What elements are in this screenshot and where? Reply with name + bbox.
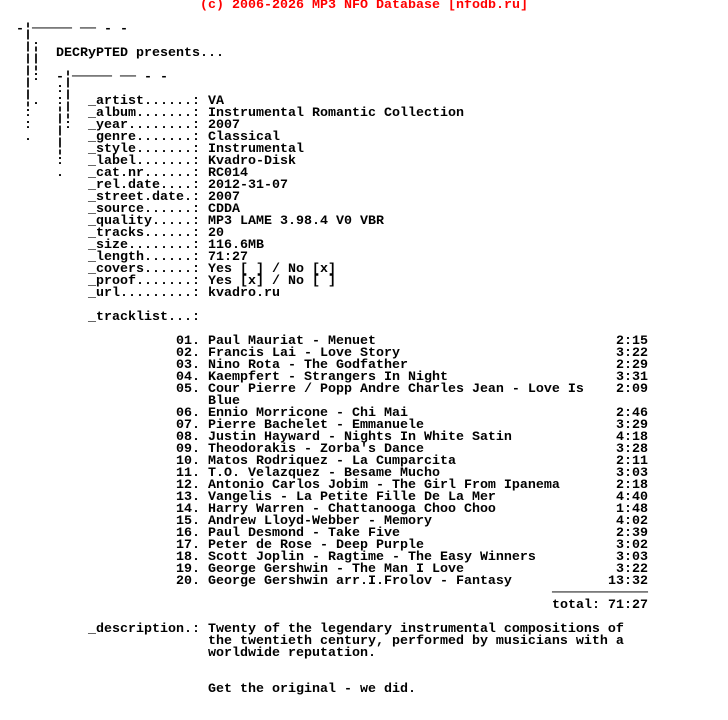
track-title: Paul Desmond - Take Five xyxy=(208,526,400,541)
track-title: Paul Mauriat - Menuet xyxy=(208,334,376,349)
track-duration: 3:28 xyxy=(616,442,648,457)
track-title: Cour Pierre / Popp Andre Charles Jean - Love Is xyxy=(208,382,584,397)
track-number: 03. xyxy=(176,358,200,373)
presenter-text: DECRyPTED presents... xyxy=(56,46,224,61)
track-number: 04. xyxy=(176,370,200,385)
track-row xyxy=(0,384,728,396)
ascii-gutter: . ¦ xyxy=(16,130,64,145)
track-number: 11. xyxy=(176,466,200,481)
track-number: 08. xyxy=(176,430,200,445)
track-duration: 3:22 xyxy=(616,562,648,577)
track-title: Vangelis - La Petite Fille De La Mer xyxy=(208,490,496,505)
info-label: _cat.nr......: xyxy=(88,166,200,181)
info-label: _source......: xyxy=(88,202,200,217)
track-number: 16. xyxy=(176,526,200,541)
total-rule: ──────────── xyxy=(552,586,648,601)
ascii-top-rule: -¦───── ── - - xyxy=(16,22,128,37)
description-row xyxy=(0,648,728,660)
description-line: the twentieth century, performed by musicians with a xyxy=(208,634,624,649)
info-value: 71:27 xyxy=(208,250,248,265)
ascii-inner-rule-row xyxy=(0,72,728,84)
info-label: _rel.date....: xyxy=(88,178,200,193)
ascii-gutter: ¦¦ xyxy=(16,46,40,61)
track-duration: 2:15 xyxy=(616,334,648,349)
ascii-gutter: ¦: xyxy=(16,70,40,85)
track-duration: 2:46 xyxy=(616,406,648,421)
info-label: _length......: xyxy=(88,250,200,265)
copyright-header: (c) 2006-2026 MP3 NFO Database [nfodb.ru] xyxy=(200,0,528,13)
track-duration: 4:18 xyxy=(616,430,648,445)
track-title: Francis Lai - Love Story xyxy=(208,346,400,361)
info-label: _url.........: xyxy=(88,286,200,301)
track-title: Kaempfert - Strangers In Night xyxy=(208,370,448,385)
info-value: Instrumental xyxy=(208,142,304,157)
info-value: VA xyxy=(208,94,224,109)
ascii-gutter: ¦. xyxy=(16,34,40,49)
track-title: Andrew Lloyd-Webber - Memory xyxy=(208,514,432,529)
track-title: George Gershwin arr.I.Frolov - Fantasy xyxy=(208,574,512,589)
track-number: 07. xyxy=(176,418,200,433)
total-duration: total: 71:27 xyxy=(552,598,648,613)
track-number: 05. xyxy=(176,382,200,397)
description-line: Twenty of the legendary instrumental compositions of xyxy=(208,622,624,637)
track-title: Theodorakis - Zorba's Dance xyxy=(208,442,424,457)
track-duration: 3:03 xyxy=(616,550,648,565)
track-duration: 4:02 xyxy=(616,514,648,529)
info-label: _artist......: xyxy=(88,94,200,109)
track-title: George Gershwin - The Man I Love xyxy=(208,562,464,577)
info-row-url xyxy=(0,288,728,300)
ascii-gutter: ¦. :¦ xyxy=(16,94,72,109)
track-number: 13. xyxy=(176,490,200,505)
track-number: 06. xyxy=(176,406,200,421)
track-duration: 3:29 xyxy=(616,418,648,433)
info-label: _year........: xyxy=(88,118,200,133)
info-label: _proof.......: xyxy=(88,274,200,289)
track-duration: 3:31 xyxy=(616,370,648,385)
track-number: 15. xyxy=(176,514,200,529)
tracklist-label: _tracklist...: xyxy=(88,310,200,325)
track-number: 10. xyxy=(176,454,200,469)
description-label: _description.: xyxy=(88,622,200,637)
ascii-gutter: : xyxy=(16,154,64,169)
track-title: Pierre Bachelet - Emmanuele xyxy=(208,418,424,433)
description-line: worldwide reputation. xyxy=(208,646,376,661)
info-value: MP3 LAME 3.98.4 V0 VBR xyxy=(208,214,384,229)
info-label: _label.......: xyxy=(88,154,200,169)
info-value: Yes [x] / No [ ] xyxy=(208,274,336,289)
info-label: _album.......: xyxy=(88,106,200,121)
info-label: _size........: xyxy=(88,238,200,253)
ascii-inner-rule: -¦───── ── - - xyxy=(56,70,168,85)
track-duration: 2:39 xyxy=(616,526,648,541)
track-duration: 2:09 xyxy=(616,382,648,397)
ascii-gutter: . xyxy=(16,166,64,181)
track-duration: 2:11 xyxy=(616,454,648,469)
tagline-row xyxy=(0,684,728,696)
track-title: Peter de Rose - Deep Purple xyxy=(208,538,424,553)
ascii-top-rule-row xyxy=(0,24,728,36)
info-value: 116.6MB xyxy=(208,238,264,253)
track-duration: 2:29 xyxy=(616,358,648,373)
track-duration: 2:18 xyxy=(616,478,648,493)
track-number: 09. xyxy=(176,442,200,457)
ascii-gutter: ¦ xyxy=(16,142,64,157)
track-title: T.O. Velazquez - Besame Mucho xyxy=(208,466,440,481)
info-value: Yes [ ] / No [x] xyxy=(208,262,336,277)
track-number: 12. xyxy=(176,478,200,493)
ascii-gutter: : ¦: xyxy=(16,118,72,133)
track-number: 01. xyxy=(176,334,200,349)
track-number: 17. xyxy=(176,538,200,553)
track-duration: 3:22 xyxy=(616,346,648,361)
track-number: 14. xyxy=(176,502,200,517)
info-value: CDDA xyxy=(208,202,240,217)
total-row xyxy=(0,600,728,612)
ascii-gutter: : ¦¦ xyxy=(16,106,72,121)
track-title: Nino Rota - The Godfather xyxy=(208,358,408,373)
track-title: Harry Warren - Chattanooga Choo Choo xyxy=(208,502,496,517)
track-title-continuation: Blue xyxy=(208,394,240,409)
info-value: Classical xyxy=(208,130,280,145)
track-duration: 1:48 xyxy=(616,502,648,517)
track-number: 19. xyxy=(176,562,200,577)
info-label: _covers......: xyxy=(88,262,200,277)
info-label: _style.......: xyxy=(88,142,200,157)
info-value: kvadro.ru xyxy=(208,286,280,301)
track-number: 20. xyxy=(176,574,200,589)
info-value: RC014 xyxy=(208,166,248,181)
info-label: _quality.....: xyxy=(88,214,200,229)
track-duration: 13:32 xyxy=(608,574,648,589)
info-value: 2007 xyxy=(208,118,240,133)
track-duration: 4:40 xyxy=(616,490,648,505)
track-title: Ennio Morricone - Chi Mai xyxy=(208,406,408,421)
tagline: Get the original - we did. xyxy=(208,682,416,697)
track-title: Antonio Carlos Jobim - The Girl From Ipanema xyxy=(208,478,560,493)
info-label: _genre.......: xyxy=(88,130,200,145)
info-value: Kvadro-Disk xyxy=(208,154,296,169)
track-duration: 3:02 xyxy=(616,538,648,553)
ascii-gutter: ¦¦ xyxy=(16,58,40,73)
track-title: Matos Rodriquez - La Cumparcita xyxy=(208,454,456,469)
track-number: 18. xyxy=(176,550,200,565)
presenter-row xyxy=(0,48,728,60)
track-title: Justin Hayward - Nights In White Satin xyxy=(208,430,512,445)
info-label: _tracks......: xyxy=(88,226,200,241)
track-number: 02. xyxy=(176,346,200,361)
tracklist-heading-row xyxy=(0,312,728,324)
info-value: 20 xyxy=(208,226,224,241)
info-value: Instrumental Romantic Collection xyxy=(208,106,464,121)
ascii-gutter: ¦ :¦ xyxy=(16,82,72,97)
track-duration: 3:03 xyxy=(616,466,648,481)
info-label: _street.date.: xyxy=(88,190,200,205)
track-title: Scott Joplin - Ragtime - The Easy Winners xyxy=(208,550,536,565)
info-value: 2012-31-07 xyxy=(208,178,288,193)
info-value: 2007 xyxy=(208,190,240,205)
